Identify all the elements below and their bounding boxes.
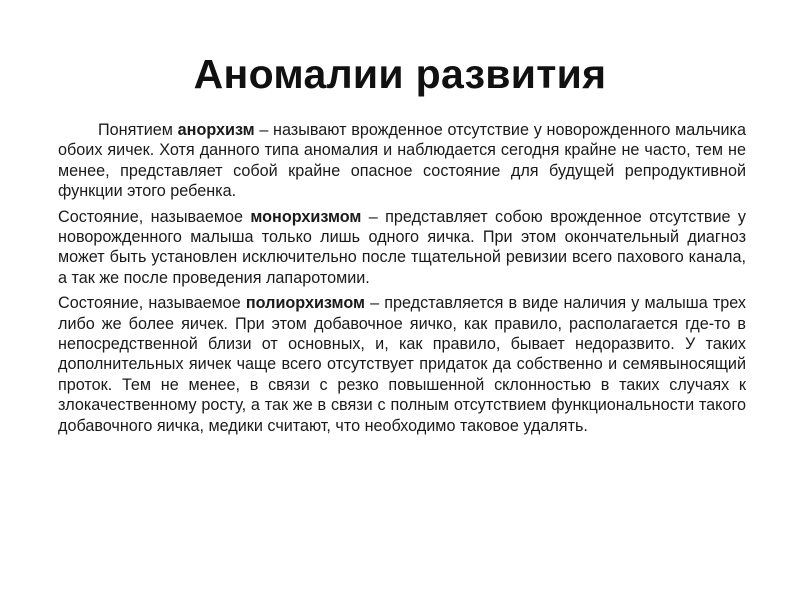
paragraph-body-text: – называют врожденное отсутствие у новорожденного мальчика обоих яичек. Хотя данного типа аномалия и наблюдается сегодня крайне не часто, тем не менее, представляет собой крайне опасное состояние для будущей репродуктивной функции этого ребенка. bbox=[58, 121, 746, 201]
slide-title: Аномалии развития bbox=[193, 51, 607, 97]
term-monorchism: монорхизмом bbox=[250, 207, 362, 226]
paragraph-body-text: – представляется в виде наличия у малыша трех либо же более яичек. При этом добавочное яичко, как правило, располагается где-то в непосредственной близи от основных, и, как правило, бывает недоразвито. У таких дополнительных яичек чаще всего отсутствует придаток да собственно и семявыносящий проток. Тем не менее, в связи с резко повышенной склонностью в таких случаях к злокачественному росту, а так же в связи с полным отсутствием функциональности такого добавочного яичка, медики считают, что необходимо таковое удалять. bbox=[58, 294, 747, 435]
term-anorchism: анорхизм bbox=[177, 121, 255, 139]
paragraph-polyorchism bbox=[58, 293, 746, 436]
paragraph-body-text: – представляет собою врожденное отсутствие у новорожденного малыша только лишь одного яичка. При этом окончательный диагноз может быть установлен исключительно после тщательной ревизии всего пахового канала, а так же после проведения лапаротомии. bbox=[58, 207, 746, 287]
paragraph-monorchism bbox=[58, 207, 746, 289]
term-polyorchism: полиорхизмом bbox=[245, 294, 365, 313]
paragraph-lead-text: Понятием bbox=[98, 121, 178, 139]
slide-body bbox=[58, 120, 746, 436]
paragraph-lead-text: Состояние, называемое bbox=[58, 294, 246, 313]
paragraph-lead-text: Состояние, называемое bbox=[58, 207, 251, 226]
paragraph-anorchism bbox=[58, 120, 746, 202]
